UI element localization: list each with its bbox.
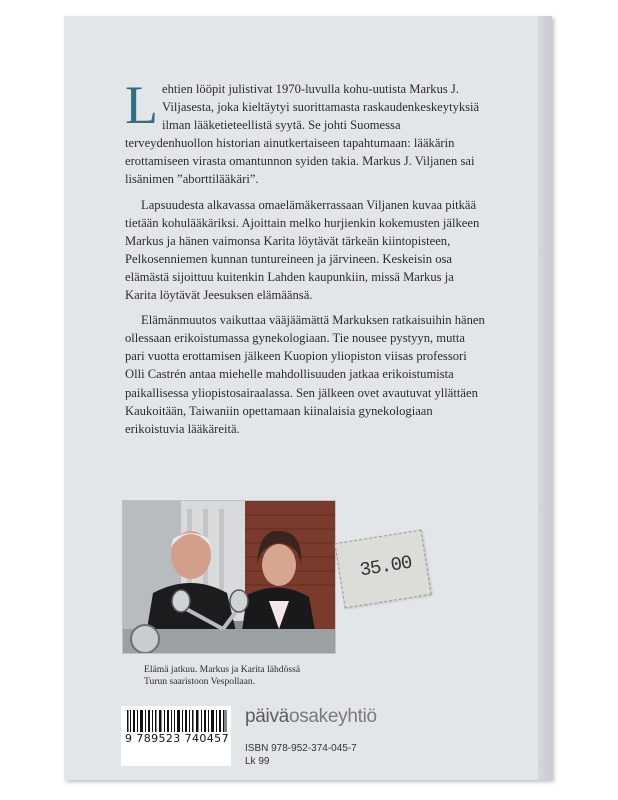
barcode xyxy=(121,706,231,766)
dropcap-letter: L xyxy=(125,75,158,135)
isbn-number: ISBN 978-952-374-045-7 xyxy=(245,743,357,754)
barcode-number: 9 789523 740457 xyxy=(123,732,231,745)
photo-caption xyxy=(144,664,384,688)
price-sticker-value: 35.00 xyxy=(358,551,414,582)
barcode-bars xyxy=(127,710,227,734)
spine-shade xyxy=(538,16,552,780)
publisher-logo xyxy=(245,706,377,728)
author-photo xyxy=(122,500,336,654)
library-classification: Lk 99 xyxy=(245,756,270,767)
blurb-paragraph-1 xyxy=(125,75,485,189)
blurb-paragraph-1-text: ehtien lööpit julistivat 1970-luvulla kohu-uutista Markus J. Viljasesta, joka kieltäytyi suorittamasta raskaudenkeskeytyksiä ilman lääketieteellistä syytä. Se johti Suomessa terveydenhuollon historian ainutkertaiseen tapahtumaan: lääkärin erottamiseen virasta omantunnon syiden takia. Markus J. Viljanen sai lisänimen ”aborttilääkäri”. xyxy=(125,82,480,187)
book-back-cover xyxy=(64,16,552,780)
blurb-paragraph-2: Lapsuudesta alkavassa omaelämäkerrassaan Viljanen kuvaa pitkää tietään kohulääkäriksi. Ajoittain melko hurjienkin kokemusten jälkeen Markus ja hänen vaimonsa Karita löytävät tärkeän kiintopisteen, Pelkosenniemen kunnan tuntureineen ja järvineen. Keskeisin osa elämästä sijoittuu kuitenkin Lahden kaupunkiin, missä Markus ja Karita löytävät Jeesuksen elämäänsä. xyxy=(125,197,480,303)
blurb-text xyxy=(125,75,485,445)
publisher-name-bold: päivä xyxy=(245,706,289,727)
isbn-block xyxy=(245,742,357,768)
photo-caption-line-2: Turun saaristoon Vespollaan. xyxy=(144,676,256,687)
price-sticker xyxy=(334,530,431,609)
publisher-name-rest: osakeyhtiö xyxy=(288,706,377,727)
blurb-paragraph-3: Elämänmuutos vaikuttaa vääjäämättä Markuksen ratkaisuihin hänen ollessaan erikoistumassa gynekologiaan. Tie nousee pystyyn, mutta pari vuotta erottamisen jälkeen Kuopion yliopiston viisas professori Olli Castrén antaa miehelle mahdollisuuden jatkaa erikoistumista paikallisessa yliopistosairaalassa. Sen jälkeen ovet avautuvat yllättäen Kaukoitään, Taiwaniin opettamaan kiinalaisia gynekologiaan erikoistuvia lääkäreitä. xyxy=(125,313,485,436)
author-photo-illustration xyxy=(123,501,335,653)
photo-caption-line-1: Elämä jatkuu. Markus ja Karita lähdössä xyxy=(144,664,301,675)
